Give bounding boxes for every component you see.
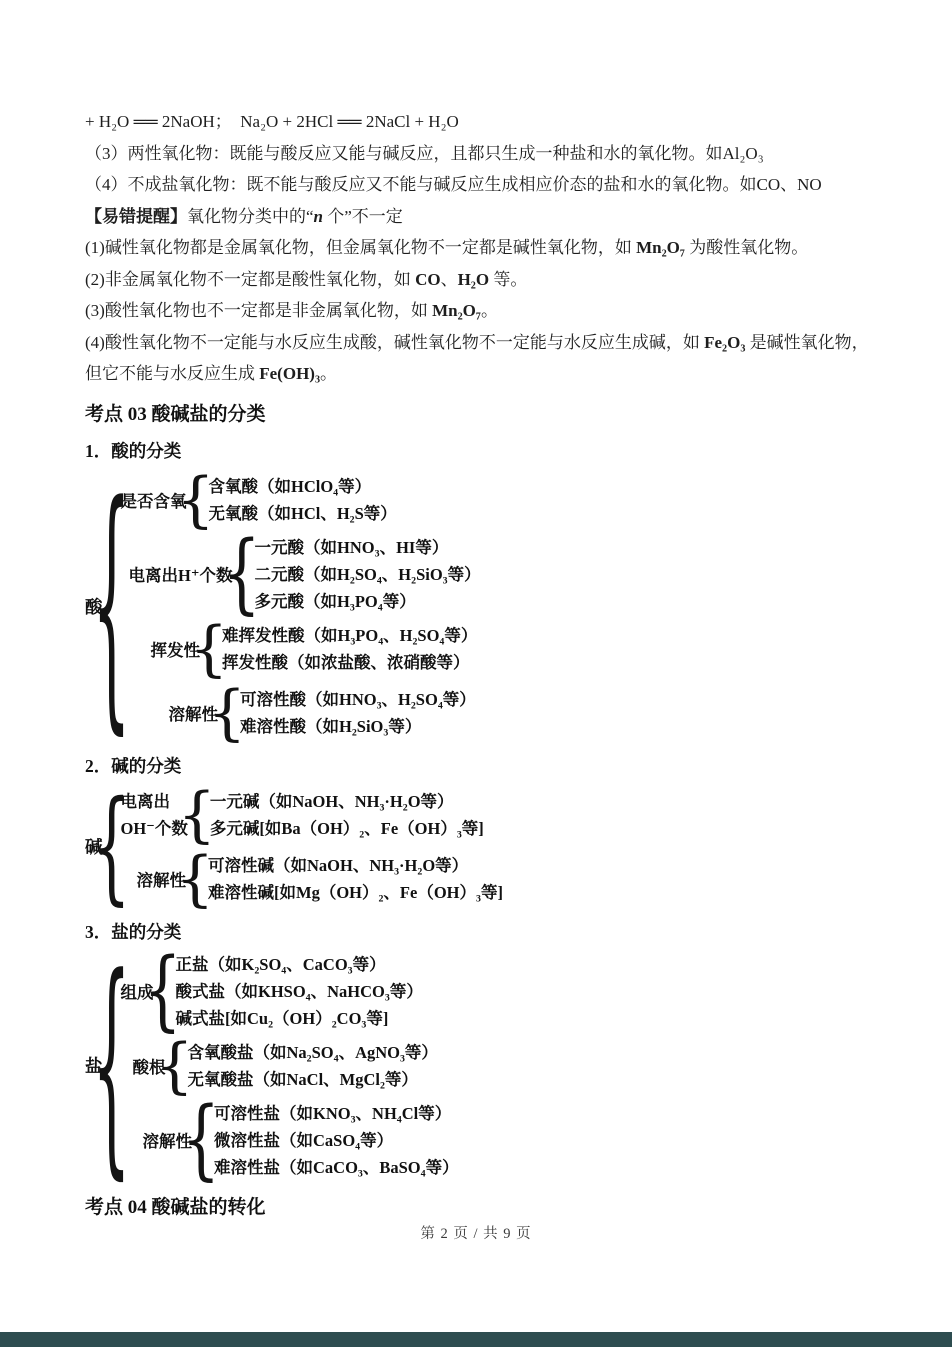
- acid-branches: [121, 468, 481, 745]
- tree-item: 无氧酸（如HCl、H₂S等）: [208, 503, 397, 523]
- tree-item: 难溶性碱[如Mg（OH）₂、Fe（OH）₃等]: [208, 882, 503, 902]
- chemical-equation-line: + H₂O ══ 2NaOH； Na₂O + 2HCl ══ 2NaCl + H₂O: [85, 112, 459, 131]
- note-1: (1)碱性氧化物都是金属氧化物，但金属氧化物不一定都是碱性氧化物，如 Mn₂O₇ 为酸性氧化物。: [85, 238, 809, 257]
- branch-composition: [121, 951, 459, 1032]
- branch-h-ion-count: [129, 534, 481, 615]
- tree-item: 酸式盐（如KHSO₄、NaHCO₃等）: [175, 981, 423, 1001]
- branch-solubility: [137, 849, 503, 909]
- branch-label: 溶解性: [136, 870, 186, 890]
- subheading-acid-classification: 1．酸的分类: [85, 440, 182, 461]
- curly-brace: [218, 683, 236, 743]
- curly-brace: [103, 949, 121, 1183]
- curly-brace: [103, 468, 121, 745]
- para-non-salt-oxide: （4）不成盐氧化物：既不能与酸反应又不能与碱反应生成相应价态的盐和水的氧化物。如CO、NO: [85, 175, 822, 194]
- note-4: (4)酸性氧化物不一定能与水反应生成酸，碱性氧化物不一定能与水反应生成碱，如 Fe₂O₃ 是碱性氧化物，但它不能与水反应生成 Fe(OH)₃。: [85, 332, 869, 383]
- tree-root-base: 碱: [85, 837, 103, 857]
- curly-brace: [187, 470, 205, 530]
- curly-brace: [233, 534, 251, 615]
- tree-item: 多元碱[如Ba（OH）₂、Fe（OH）₃等]: [209, 818, 484, 838]
- bottom-bar: [0, 1332, 952, 1347]
- curly-brace: [103, 783, 121, 911]
- tree-item: 可溶性盐（如KNO₃、NH₄Cl等）: [214, 1103, 452, 1123]
- para-amphoteric-oxide: （3）两性氧化物：既能与酸反应又能与碱反应，且都只生成一种盐和水的氧化物。如Al₂O₃: [85, 143, 764, 163]
- branch-label: 组成: [120, 983, 154, 1002]
- curly-brace: [200, 619, 218, 679]
- branch-acid-radical: [133, 1036, 459, 1096]
- branch-label-line1: 电离出: [120, 791, 170, 811]
- branch-solubility: [143, 1100, 459, 1181]
- tree-item: 可溶性碱（如NaOH、NH₃·H₂O等）: [208, 855, 469, 875]
- tree-item: 碱式盐[如Cu₂（OH）₂CO₃等]: [175, 1008, 389, 1028]
- document-content: [85, 0, 869, 1223]
- page-number: 第 2 页 / 共 9 页: [420, 1226, 532, 1242]
- branch-volatility: [151, 619, 481, 679]
- tree-item: 难挥发性酸（如H₃PO₄、H₂SO₄等）: [222, 625, 478, 645]
- heading-kaodian-04: 考点 04 酸碱盐的转化: [85, 1196, 266, 1218]
- tree-item: 含氧酸（如HClO₄等）: [208, 476, 372, 496]
- curly-brace: [192, 1100, 210, 1181]
- tree-item: 一元酸（如HNO₃、HI等）: [254, 537, 449, 557]
- subheading-base-classification: 2．碱的分类: [85, 755, 182, 776]
- acid-classification-tree: [85, 468, 869, 745]
- tree-item: 一元碱（如NaOH、NH₃·H₂O等）: [209, 791, 454, 811]
- heading-kaodian-03: 考点 03 酸碱盐的分类: [85, 403, 266, 425]
- tree-item: 难溶性酸（如H₂SiO₃等）: [240, 716, 422, 736]
- tree-item: 正盐（如K₂SO₄、CaCO₃等）: [175, 954, 386, 974]
- tree-item: 挥发性酸（如浓盐酸、浓硝酸等）: [222, 652, 470, 672]
- curly-brace: [188, 785, 206, 845]
- tree-item: 多元酸（如H₃PO₄等）: [254, 591, 416, 611]
- tree-item: 无氧酸盐（如NaCl、MgCl₂等）: [187, 1069, 418, 1089]
- tree-item: 二元酸（如H₂SO₄、H₂SiO₃等）: [254, 564, 481, 584]
- branch-label-line2: OH⁻个数: [120, 818, 188, 838]
- branch-oh-ion-count: [121, 785, 503, 845]
- base-classification-tree: [85, 783, 869, 911]
- error-reminder-line: 【易错提醒】氧化物分类中的“n 个”不一定: [85, 206, 403, 226]
- branch-label: 是否含氧: [120, 491, 187, 511]
- curly-brace: [166, 1036, 184, 1096]
- tree-root-acid: 酸: [85, 596, 103, 617]
- branch-oxygen-content: [121, 470, 481, 530]
- branch-label: 溶解性: [142, 1132, 192, 1151]
- salt-classification-tree: [85, 949, 869, 1183]
- note-2: (2)非金属氧化物不一定都是酸性氧化物，如 CO、H₂O 等。: [85, 269, 528, 289]
- branch-label: 溶解性: [168, 704, 218, 724]
- base-branches: [121, 783, 503, 911]
- curly-brace: [154, 951, 172, 1032]
- branch-solubility: [169, 683, 481, 743]
- note-3: (3)酸性氧化物也不一定都是非金属氧化物，如 Mn₂O₇。: [85, 301, 498, 320]
- curly-brace: [186, 849, 204, 909]
- tree-root-salt: 盐: [85, 1056, 103, 1076]
- tree-item: 含氧酸盐（如Na₂SO₄、AgNO₃等）: [187, 1042, 438, 1062]
- tree-item: 难溶性盐（如CaCO₃、BaSO₄等）: [214, 1157, 459, 1177]
- tree-item: 微溶性盐（如CaSO₄等）: [214, 1130, 394, 1150]
- branch-label: 酸根: [132, 1057, 166, 1077]
- subheading-salt-classification: 3．盐的分类: [85, 921, 182, 942]
- branch-label: 电离出H⁺个数: [128, 566, 233, 585]
- tree-item: 可溶性酸（如HNO₃、H₂SO₄等）: [240, 689, 476, 709]
- salt-branches: [121, 949, 459, 1183]
- branch-label: 挥发性: [150, 640, 200, 660]
